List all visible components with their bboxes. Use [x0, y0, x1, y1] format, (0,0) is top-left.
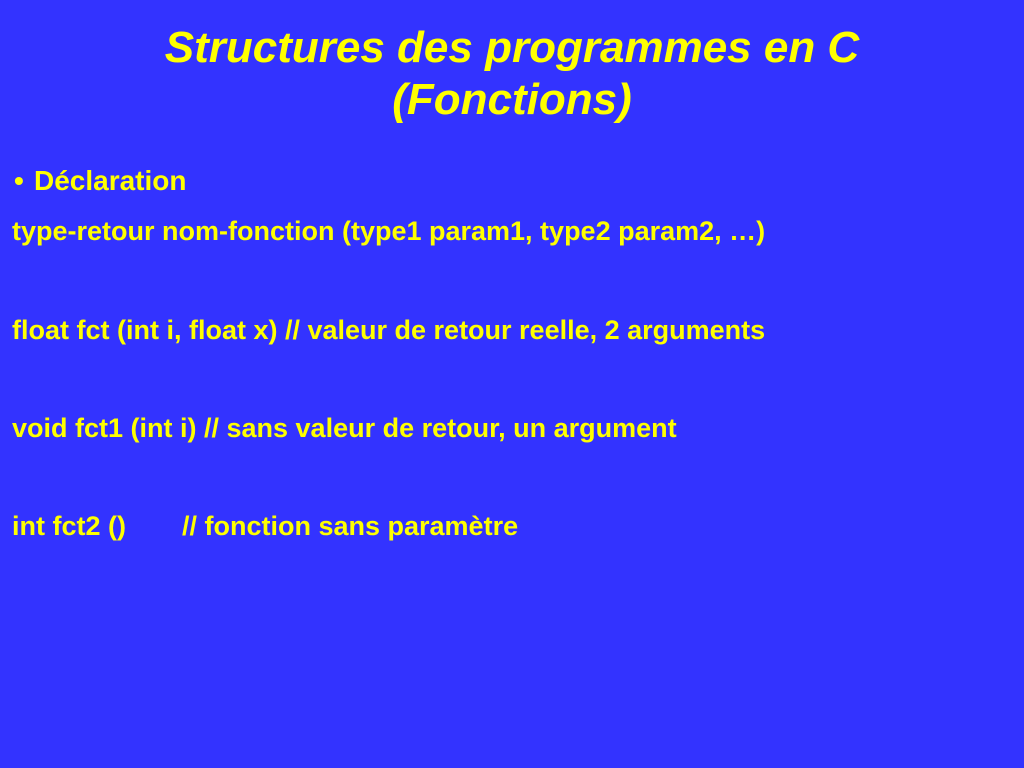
- title-line-1: Structures des programmes en C: [164, 23, 860, 72]
- bullet-label: Déclaration: [34, 165, 187, 196]
- example-int-code: int fct2 (): [12, 511, 126, 541]
- example-int-comment: // fonction sans paramètre: [182, 511, 519, 541]
- example-line-int: [12, 509, 518, 543]
- bullet-marker: •: [14, 165, 24, 196]
- bullet-declaration: [14, 164, 187, 198]
- title-line-2: (Fonctions): [392, 75, 632, 124]
- example-line-void: void fct1 (int i) // sans valeur de retour, un argument: [12, 413, 677, 443]
- slide-title: [0, 22, 1024, 126]
- syntax-line: type-retour nom-fonction (type1 param1, type2 param2, …): [12, 216, 766, 246]
- example-line-float: float fct (int i, float x) // valeur de retour reelle, 2 arguments: [12, 315, 766, 345]
